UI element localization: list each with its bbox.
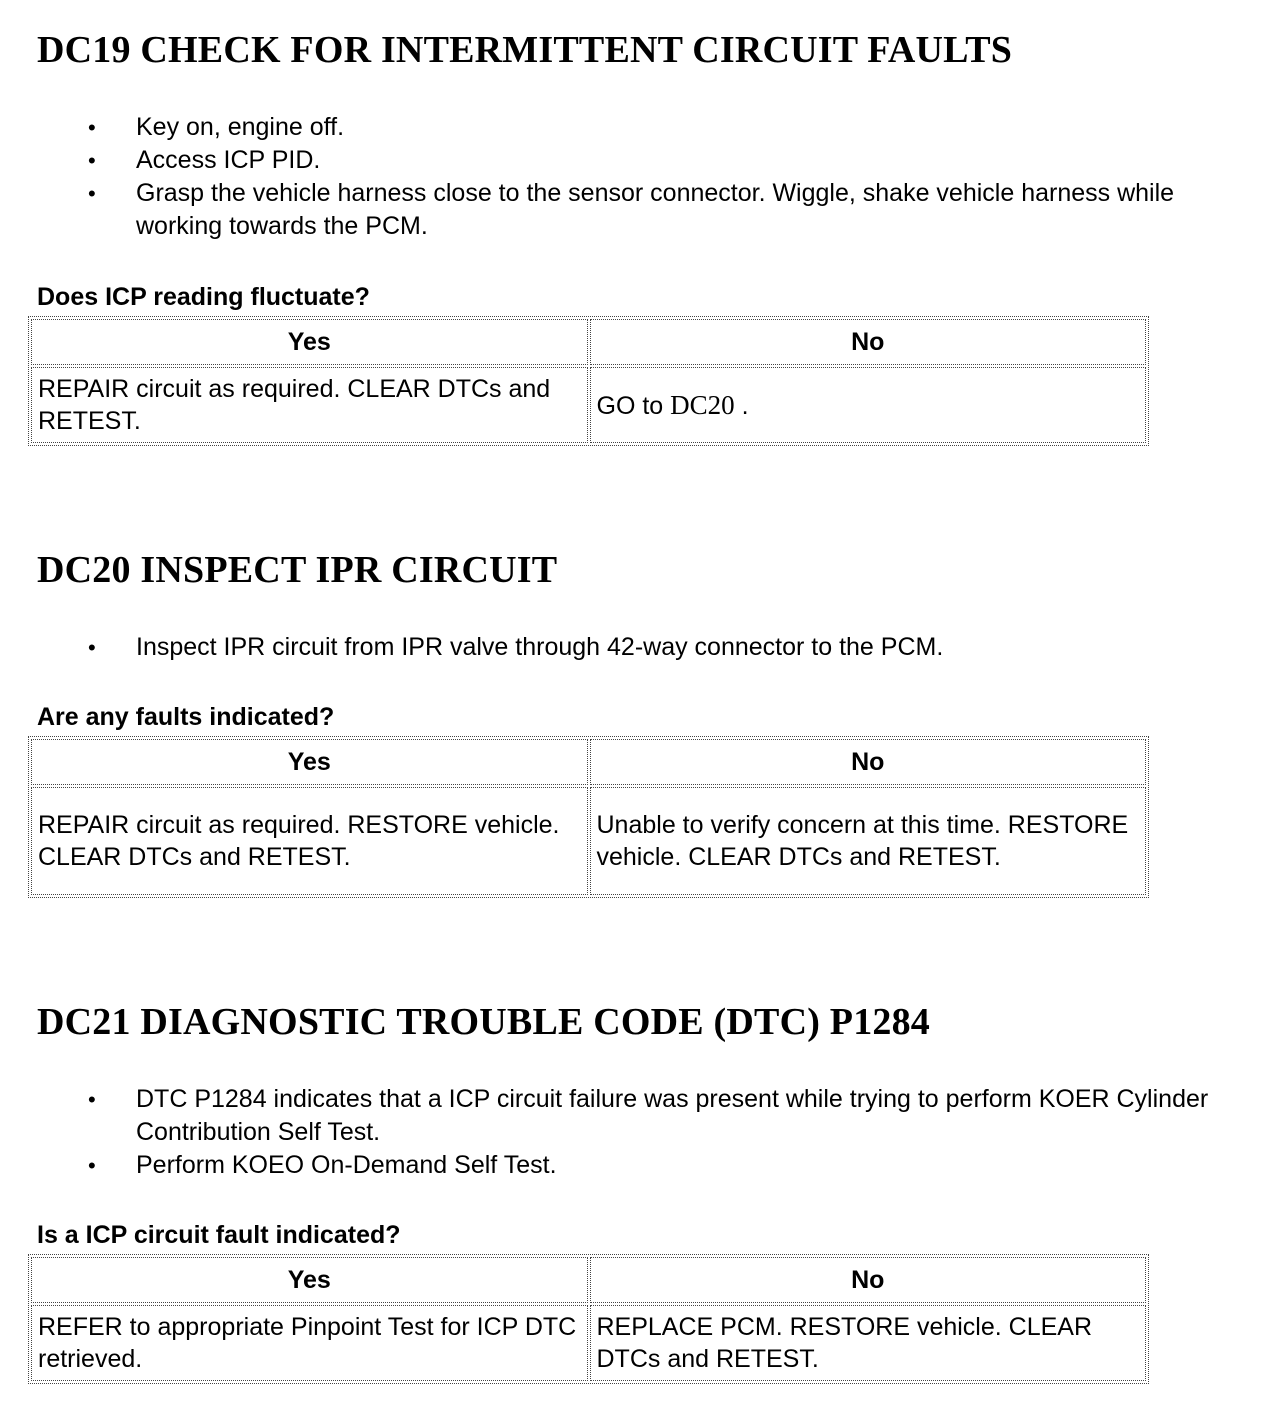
section-title-dc19: DC19 CHECK FOR INTERMITTENT CIRCUIT FAULTS [37,29,1013,71]
step-list-dc20 [0,631,1264,664]
bullet-icon: • [88,148,96,173]
question-dc20: Are any faults indicated? [37,703,335,731]
step-text: Perform KOEO On-Demand Self Test. [136,1151,557,1179]
question-dc21: Is a ICP circuit fault indicated? [37,1221,401,1249]
step-text: Grasp the vehicle harness close to the sensor connector. Wiggle, shake vehicle harness while working towards the PCM. [136,179,1175,240]
section-title-dc21: DC21 DIAGNOSTIC TROUBLE CODE (DTC) P1284 [37,1001,931,1043]
no-cell [590,367,1147,443]
table-row [31,787,1146,895]
no-header: No [590,739,1147,785]
no-header: No [590,319,1147,365]
yes-header: Yes [31,1257,588,1303]
table-row [31,367,1146,443]
list-item [0,177,1264,243]
no-cell: REPLACE PCM. RESTORE vehicle. CLEAR DTCs and RETEST. [590,1305,1147,1381]
step-text: DTC P1284 indicates that a ICP circuit failure was present while trying to perform KOER Cylinder Contribution Self Test. [136,1085,1209,1146]
bullet-icon: • [88,635,96,660]
bullet-icon: • [88,181,96,206]
dc20-link[interactable]: DC20 [670,389,735,420]
list-item [0,631,1264,664]
section-title-dc20: DC20 INSPECT IPR CIRCUIT [37,549,558,591]
bullet-icon: • [88,115,96,140]
no-cell: Unable to verify concern at this time. RESTORE vehicle. CLEAR DTCs and RETEST. [590,787,1147,895]
bullet-icon: • [88,1087,96,1112]
list-item [0,144,1264,177]
bullet-icon: • [88,1153,96,1178]
step-text: Access ICP PID. [136,146,321,174]
yes-cell: REFER to appropriate Pinpoint Test for ICP DTC retrieved. [31,1305,588,1381]
table-header-row [31,319,1146,365]
step-list-dc21 [0,1083,1264,1182]
no-text-prefix: GO to [596,391,671,420]
step-text: Inspect IPR circuit from IPR valve through 42-way connector to the PCM. [136,633,944,661]
yes-cell: REPAIR circuit as required. CLEAR DTCs and RETEST. [31,367,588,443]
list-item [0,1083,1264,1149]
list-item [0,111,1264,144]
list-item [0,1149,1264,1182]
step-list-dc19 [0,111,1264,243]
no-header: No [590,1257,1147,1303]
decision-table-dc19 [28,316,1149,446]
no-text-suffix: . [734,391,749,420]
table-row [31,1305,1146,1381]
decision-table-dc21 [28,1254,1149,1384]
step-text: Key on, engine off. [136,113,345,141]
table-header-row [31,739,1146,785]
yes-cell: REPAIR circuit as required. RESTORE vehicle. CLEAR DTCs and RETEST. [31,787,588,895]
table-header-row [31,1257,1146,1303]
question-dc19: Does ICP reading fluctuate? [37,283,370,311]
decision-table-dc20 [28,736,1149,898]
yes-header: Yes [31,319,588,365]
yes-header: Yes [31,739,588,785]
